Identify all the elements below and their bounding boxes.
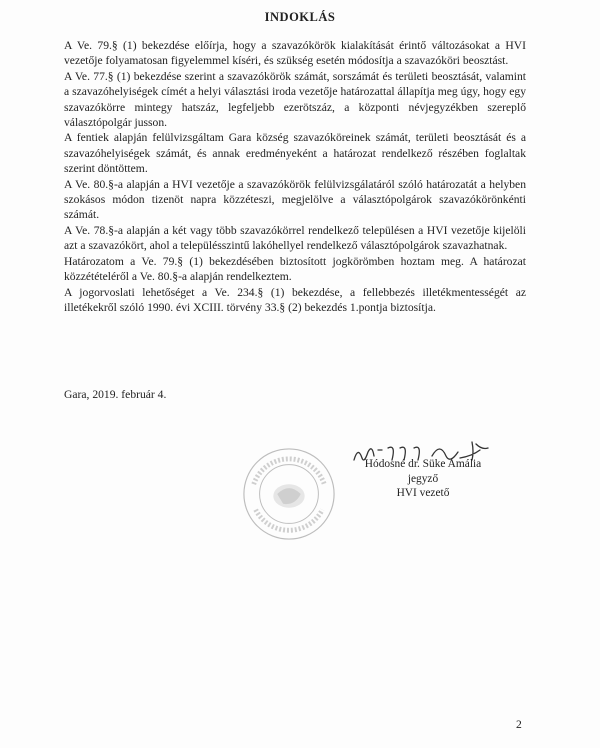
paragraph: A Ve. 79.§ (1) bekezdése előírja, hogy a szavazókörök kialakítását érintő változásokat a HVI vezetője folyamatosan figyelemmel kíséri, és szükség esetén módosítja a szavazóköri beosztást. [64,39,526,68]
paragraph: A fentiek alapján felülvizsgáltam Gara község szavazóköreinek számát, területi beosztását és a szavazóhelyiségek számát, és annak eredményeként a határozat rendelkező részében foglaltak szerint döntöttem. [64,131,526,176]
document-title: INDOKLÁS [264,10,336,24]
page-number: 2 [516,718,522,731]
paragraph: A Ve. 77.§ (1) bekezdése szerint a szavazókörök számát, sorszámát és területi beosztását, valamint a szavazóhelyiségek címét a helyi választási iroda vezetője határozattal állapítja meg úgy, hogy egy szavazókörre mintegy hatszáz, legfeljebb ezerötszáz, a központi névjegyzékben szereplő választópolgár jusson. [64,69,526,130]
paragraph: Határozatom a Ve. 79.§ (1) bekezdésében biztosított jogkörömben hoztam meg. A határozat közzétételéről a Ve. 80.§-a alapján rendelkeztem. [64,254,526,284]
date-line: Gara, 2019. február 4. [64,388,167,401]
document-body [64,38,526,315]
paragraph: A Ve. 78.§-a alapján a két vagy több szavazókörrel rendelkező településen a HVI vezetője kijelöli azt a szavazókört, ahol a településszintű lakóhellyel rendelkező választópolgárok szavazhatnak. [64,223,526,253]
paragraph: A Ve. 80.§-a alapján a HVI vezetője a szavazókörök felülvizsgálatáról szóló határozatát a helyben szokásos módon tizenöt napra közzéteszi, megjelölve a választópolgárok szavazókörönkénti számát. [64,177,526,222]
paragraph: A jogorvoslati lehetőséget a Ve. 234.§ (1) bekezdése, a fellebbezés illetékmentességét az illetékekről szóló 1990. évi XCIII. törvény 33.§ (2) bekezdés 1.pontja biztosítja. [64,285,526,314]
signatory-role: jegyző [407,472,439,485]
official-stamp [240,445,338,543]
signatory-office: HVI vezető [396,487,450,500]
signatory-name: Hódosné dr. Süke Amália [364,458,482,470]
signature-block [338,457,508,501]
